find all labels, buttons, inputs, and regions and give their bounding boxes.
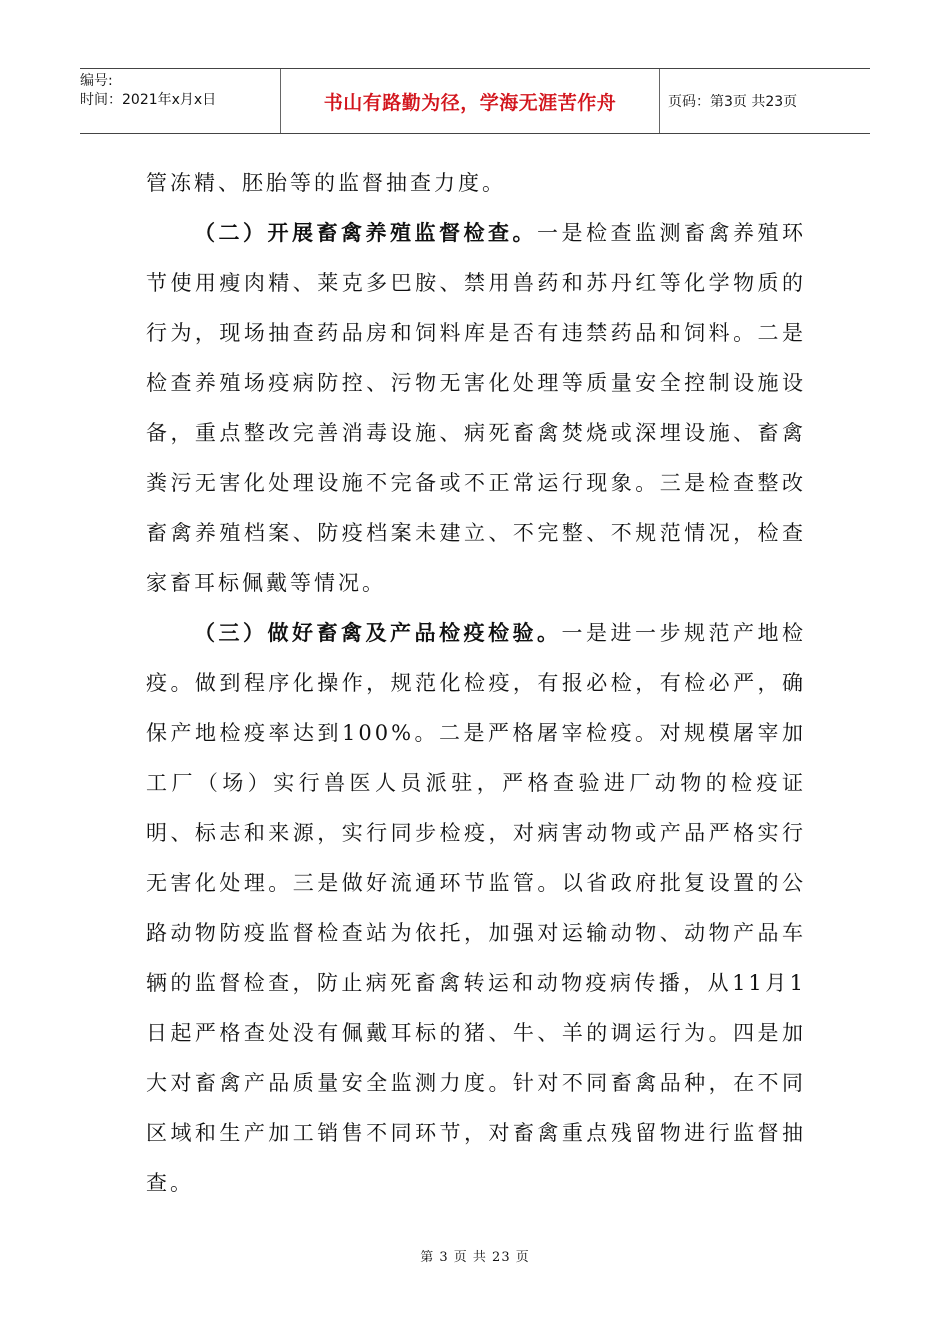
paragraph-section-3 (146, 608, 806, 1208)
header-page-info: 页码：第3页 共23页 (668, 94, 798, 110)
paragraph-continuation: 管冻精、胚胎等的监督抽查力度。 (146, 171, 506, 195)
date-label: 时间：2021年x月x日 (80, 92, 217, 108)
page-footer: 第 3 页 共 23 页 (420, 1250, 530, 1265)
serial-number-label: 编号: (80, 73, 113, 89)
section-2-body: 一是检查监测畜禽养殖环节使用瘦肉精、莱克多巴胺、禁用兽药和苏丹红等化学物质的行为，现场抽查药品房和饲料库是否有违禁药品和饲料。二是检查养殖场疫病防控、污物无害化处理等质量安全控制设施设备，重点整改完善消毒设施、病死畜禽焚烧或深埋设施、畜禽粪污无害化处理设施不完备或不正常运行现象。三是检查整改畜禽养殖档案、防疫档案未建立、不完整、不规范情况，检查家畜耳标佩戴等情况。 (146, 221, 806, 595)
paragraph-section-2 (146, 208, 806, 608)
section-3-heading: （三）做好畜禽及产品检疫检验。 (194, 620, 562, 645)
section-3-body: 一是进一步规范产地检疫。做到程序化操作，规范化检疫，有报必检，有检必严，确保产地检疫率达到100%。二是严格屠宰检疫。对规模屠宰加工厂（场）实行兽医人员派驻，严格查验进厂动物的检疫证明、标志和来源，实行同步检疫，对病害动物或产品严格实行无害化处理。三是做好流通环节监管。以省政府批复设置的公路动物防疫监督检查站为依托，加强对运输动物、动物产品车辆的监督检查，防止病死畜禽转运和动物疫病传播，从11月1日起严格查处没有佩戴耳标的猪、牛、羊的调运行为。四是加大对畜禽产品质量安全监测力度。针对不同畜禽品种，在不同区域和生产加工销售不同环节，对畜禽重点残留物进行监督抽查。 (146, 621, 806, 1195)
document-body (146, 158, 806, 1208)
header-meta (80, 69, 281, 133)
section-2-heading: （二）开展畜禽养殖监督检查。 (194, 220, 537, 245)
header-motto: 书山有路勤为径，学海无涯苦作舟 (281, 69, 660, 133)
page-header (80, 68, 870, 134)
